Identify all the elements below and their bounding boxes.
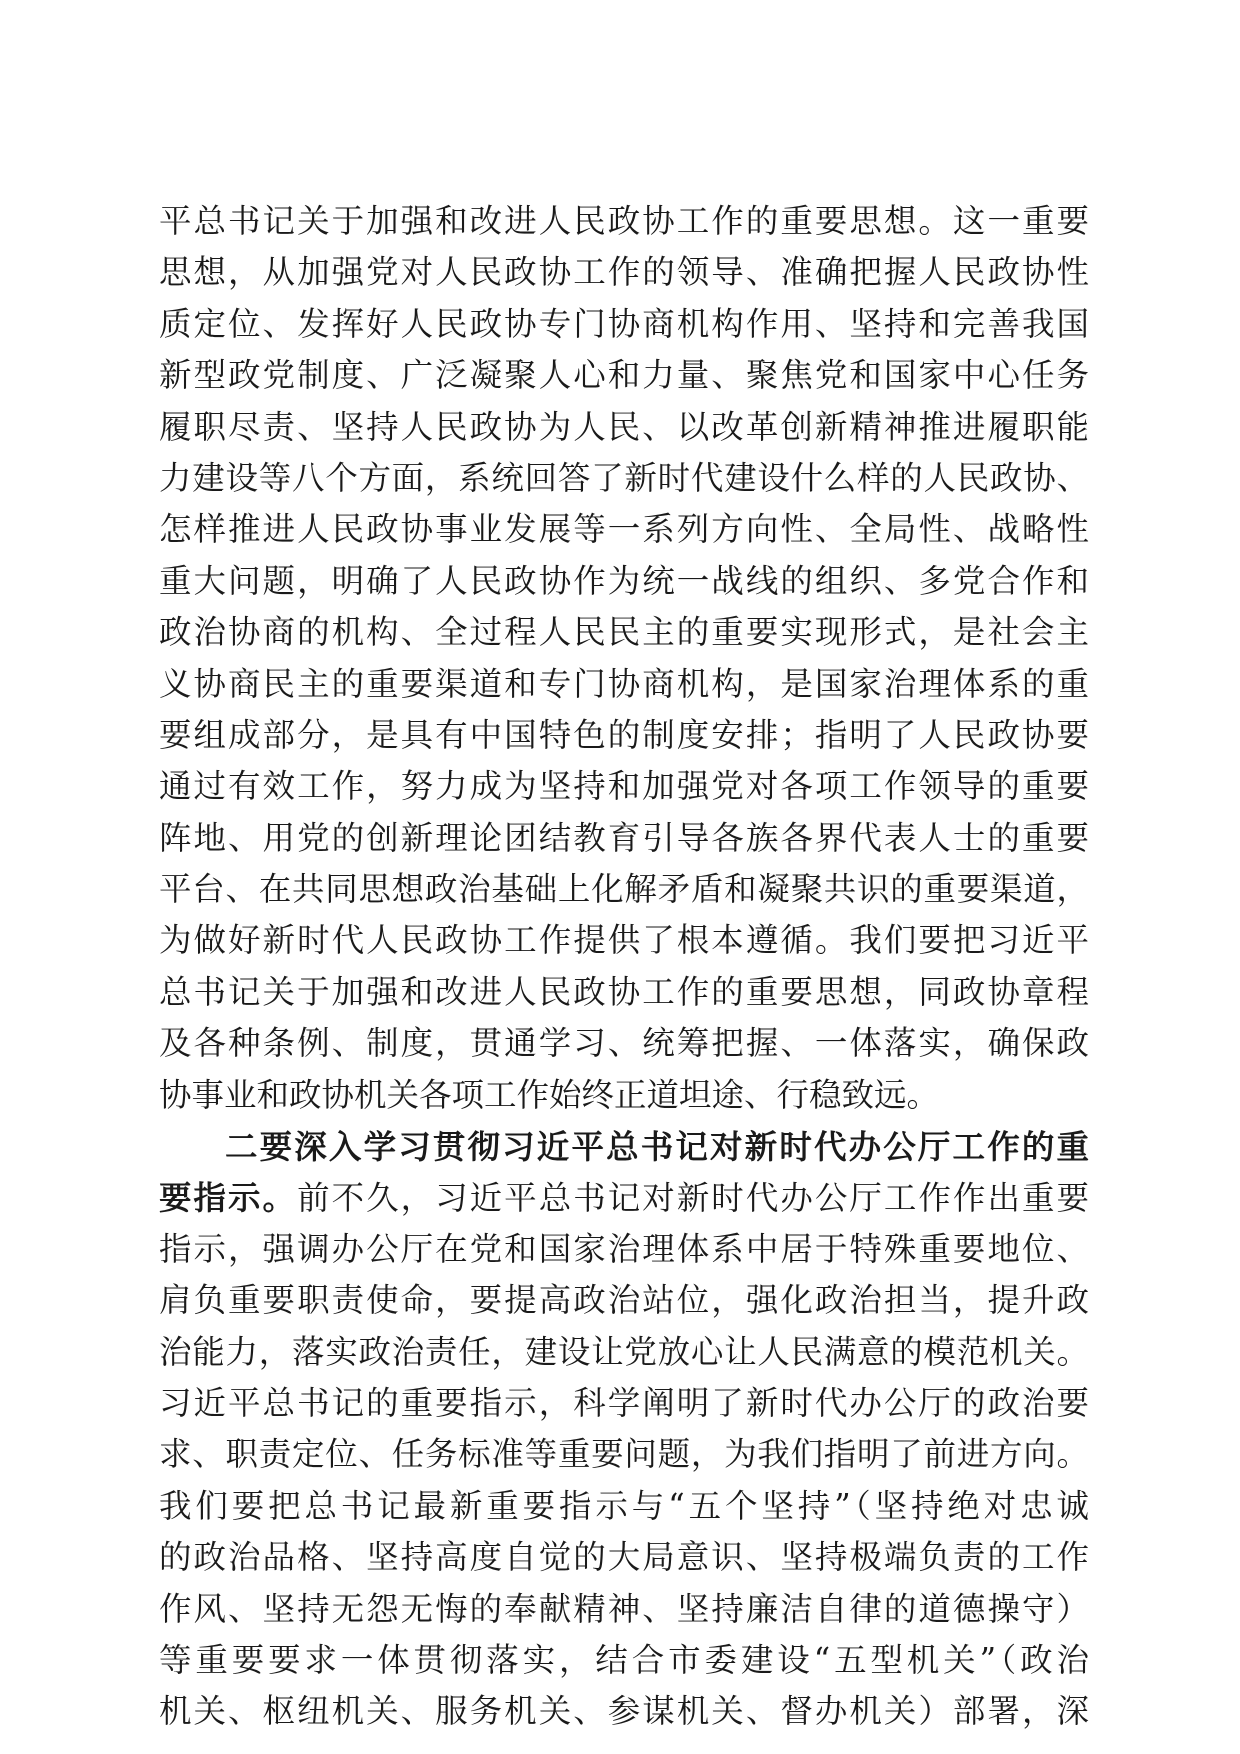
text-line: 要组成部分，是具有中国特色的制度安排；指明了人民政协要 (159, 715, 1089, 754)
paragraph-2 (159, 1121, 1089, 1738)
text-line: 平总书记关于加强和改进人民政协工作的重要思想。这一重要 (159, 202, 1089, 240)
text-line: 重大问题，明确了人民政协作为统一战线的组织、多党合作和 (159, 561, 1089, 600)
document-body (159, 196, 1089, 1738)
paragraph-1 (159, 196, 1089, 1121)
text-line: 作风、坚持无怨无悔的奉献精神、坚持廉洁自律的道德操守） (159, 1589, 1089, 1628)
paragraph-heading: 二要深入学习贯彻习近平总书记对新时代办公厅工作的重 (225, 1127, 1089, 1167)
text-line: 指示，强调办公厅在党和国家治理体系中居于特殊重要地位、 (159, 1229, 1089, 1268)
text-line-rest: 前不久，习近平总书记对新时代办公厅工作作出重要 (297, 1179, 1089, 1218)
text-line: 阵地、用党的创新理论团结教育引导各族各界代表人士的重要 (159, 818, 1089, 857)
text-line: 怎样推进人民政协事业发展等一系列方向性、全局性、战略性 (159, 510, 1089, 549)
text-line: 总书记关于加强和改进人民政协工作的重要思想，同政协章程 (159, 972, 1089, 1011)
text-line: 新型政党制度、广泛凝聚人心和力量、聚焦党和国家中心任务 (159, 356, 1089, 395)
text-line: 思想，从加强党对人民政协工作的领导、准确把握人民政协性 (159, 253, 1089, 292)
text-line: 平台、在共同思想政治基础上化解矛盾和凝聚共识的重要渠道， (159, 870, 1089, 909)
text-line: 求、职责定位、任务标准等重要问题，为我们指明了前进方向。 (159, 1435, 1089, 1474)
text-line: 我们要把总书记最新重要指示与“五个坚持”（坚持绝对忠诚 (159, 1486, 1089, 1525)
text-line (159, 1172, 1089, 1223)
text-line: 及各种条例、制度，贯通学习、统筹把握、一体落实，确保政 (159, 1024, 1089, 1063)
text-line: 习近平总书记的重要指示，科学阐明了新时代办公厅的政治要 (159, 1383, 1089, 1422)
text-line: 政治协商的机构、全过程人民民主的重要实现形式，是社会主 (159, 613, 1089, 652)
text-line: 协事业和政协机关各项工作始终正道坦途、行稳致远。 (159, 1075, 940, 1114)
text-line: 质定位、发挥好人民政协专门协商机构作用、坚持和完善我国 (159, 304, 1089, 343)
text-line: 治能力，落实政治责任，建设让党放心让人民满意的模范机关。 (159, 1332, 1089, 1371)
text-line: 机关、枢纽机关、服务机关、参谋机关、督办机关）部署，深 (159, 1692, 1089, 1731)
text-line: 等重要要求一体贯彻落实，结合市委建设“五型机关”（政治 (159, 1640, 1089, 1679)
text-line: 义协商民主的重要渠道和专门协商机构，是国家治理体系的重 (159, 664, 1089, 703)
text-line: 为做好新时代人民政协工作提供了根本遵循。我们要把习近平 (159, 921, 1089, 960)
paragraph-heading-end: 要指示。 (159, 1178, 298, 1218)
text-line: 通过有效工作，努力成为坚持和加强党对各项工作领导的重要 (159, 767, 1089, 806)
text-line: 肩负重要职责使命，要提高政治站位，强化政治担当，提升政 (159, 1281, 1089, 1320)
text-line: 的政治品格、坚持高度自觉的大局意识、坚持极端负责的工作 (159, 1538, 1089, 1577)
text-line: 履职尽责、坚持人民政协为人民、以改革创新精神推进履职能 (159, 407, 1089, 446)
text-line: 力建设等八个方面，系统回答了新时代建设什么样的人民政协、 (159, 458, 1089, 497)
